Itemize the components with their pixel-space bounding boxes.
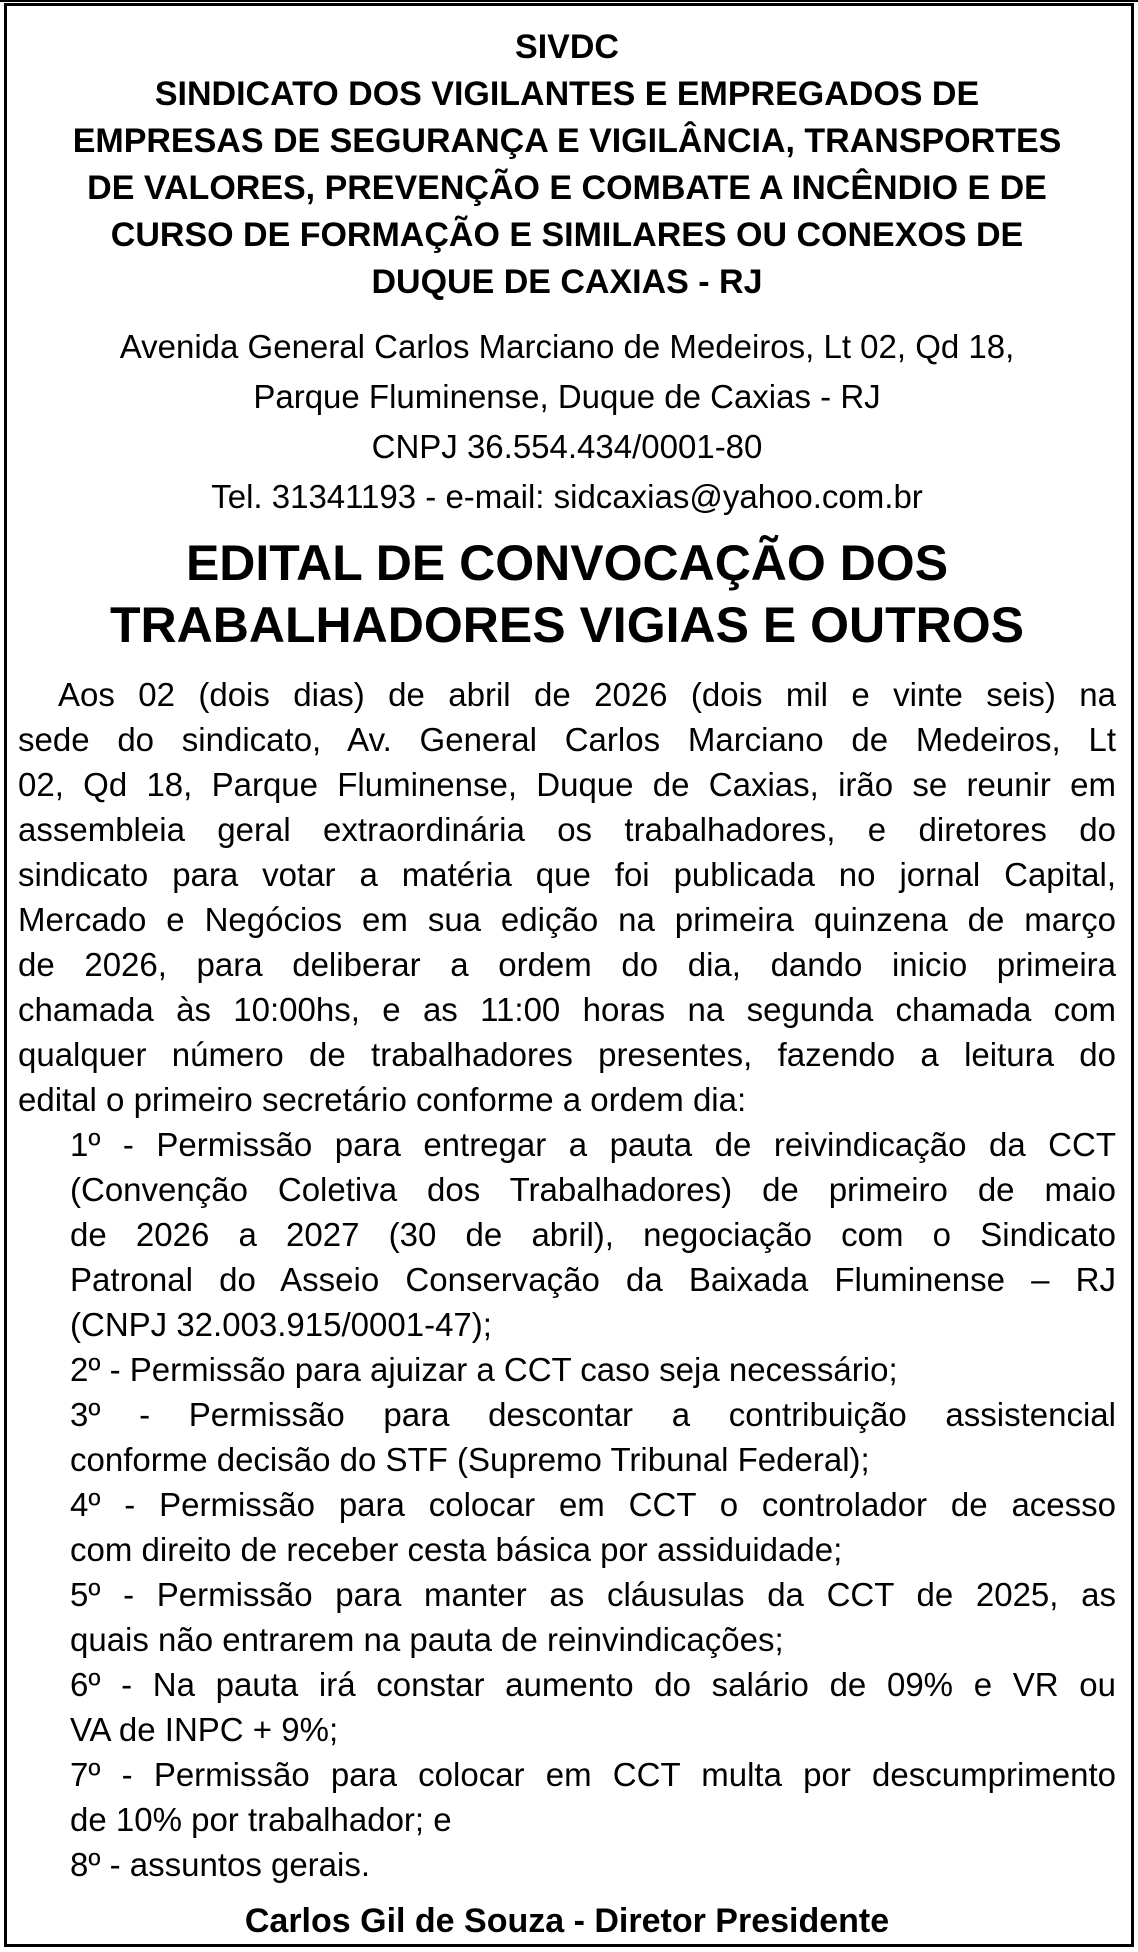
agenda-item-6 — [70, 1662, 1116, 1752]
agenda-line: 6º - Na pauta irá constar aumento do salário de 09% e VR ou — [70, 1666, 1116, 1703]
address-line: Parque Fluminense, Duque de Caxias - RJ — [253, 378, 881, 415]
agenda-line: com direito de receber cesta básica por assiduidade; — [70, 1531, 843, 1568]
agenda-item-5 — [70, 1572, 1116, 1662]
agenda-item-7 — [70, 1752, 1116, 1842]
body-line: Aos 02 (dois dias) de abril de 2026 (dois mil e vinte seis) na — [58, 676, 1116, 713]
document-content — [7, 6, 1131, 1941]
agenda-item-4 — [70, 1482, 1116, 1572]
union-header-line: CURSO DE FORMAÇÃO E SIMILARES OU CONEXOS DE — [110, 216, 1024, 254]
union-header-line: DE VALORES, PREVENÇÃO E COMBATE A INCÊNDIO E DE — [87, 169, 1047, 207]
address-line: CNPJ 36.554.434/0001-80 — [371, 428, 763, 465]
agenda-line: 5º - Permissão para manter as cláusulas da CCT de 2025, as — [70, 1576, 1116, 1613]
body-paragraph — [18, 672, 1116, 1122]
body-line: de 2026, para deliberar a ordem do dia, dando inicio primeira — [18, 946, 1116, 983]
agenda-line: (CNPJ 32.003.915/0001-47); — [70, 1306, 492, 1343]
agenda-item-8 — [70, 1842, 1116, 1887]
body-line: 02, Qd 18, Parque Fluminense, Duque de Caxias, irão se reunir em — [18, 766, 1116, 803]
body-line: sindicato para votar a matéria que foi publicada no jornal Capital, — [18, 856, 1116, 893]
union-header — [18, 24, 1116, 306]
agenda-line: quais não entrarem na pauta de reinvindicações; — [70, 1621, 784, 1658]
union-header-line: SINDICATO DOS VIGILANTES E EMPREGADOS DE — [154, 75, 980, 113]
body-line: chamada às 10:00hs, e as 11:00 horas na segunda chamada com — [18, 991, 1116, 1028]
body-line: edital o primeiro secretário conforme a ordem dia: — [18, 1081, 747, 1118]
agenda-item-2 — [70, 1347, 1116, 1392]
agenda-line: Patronal do Asseio Conservação da Baixada Fluminense – RJ — [70, 1261, 1116, 1298]
agenda-line: 4º - Permissão para colocar em CCT o controlador de acesso — [70, 1486, 1116, 1523]
union-header-line: EMPRESAS DE SEGURANÇA E VIGILÂNCIA, TRANSPORTES — [72, 122, 1062, 160]
agenda-line: 8º - assuntos gerais. — [70, 1846, 371, 1883]
agenda-line: conforme decisão do STF (Supremo Tribunal Federal); — [70, 1441, 870, 1478]
agenda-line: 7º - Permissão para colocar em CCT multa por descumprimento — [70, 1756, 1116, 1793]
address-line: Avenida General Carlos Marciano de Medeiros, Lt 02, Qd 18, — [119, 328, 1015, 365]
address-line: Tel. 31341193 - e-mail: sidcaxias@yahoo.com.br — [211, 478, 923, 515]
agenda-line: 1º - Permissão para entregar a pauta de reivindicação da CCT — [70, 1126, 1116, 1163]
edital-title-line: EDITAL DE CONVOCAÇÃO DOS — [185, 535, 949, 591]
agenda-list — [70, 1122, 1116, 1887]
body-line: Mercado e Negócios em sua edição na primeira quinzena de março — [18, 901, 1116, 938]
agenda-line: 2º - Permissão para ajuizar a CCT caso seja necessário; — [70, 1351, 898, 1388]
agenda-line: de 2026 a 2027 (30 de abril), negociação com o Sindicato — [70, 1216, 1116, 1253]
body-line: sede do sindicato, Av. General Carlos Marciano de Medeiros, Lt — [18, 721, 1116, 758]
union-header-line: DUQUE DE CAXIAS - RJ — [371, 263, 763, 301]
agenda-line: de 10% por trabalhador; e — [70, 1801, 452, 1838]
signature-line: Carlos Gil de Souza - Diretor Presidente — [244, 1902, 890, 1940]
agenda-item-3 — [70, 1392, 1116, 1482]
union-address — [18, 322, 1116, 522]
body-line: qualquer número de trabalhadores presentes, fazendo a leitura do — [18, 1036, 1116, 1073]
agenda-line: VA de INPC + 9%; — [70, 1711, 339, 1748]
body-line: assembleia geral extraordinária os trabalhadores, e diretores do — [18, 811, 1116, 848]
agenda-item-1 — [70, 1122, 1116, 1347]
edital-title-line: TRABALHADORES VIGIAS E OUTROS — [110, 597, 1024, 653]
union-header-line: SIVDC — [515, 28, 619, 66]
page-top-edge — [0, 0, 1138, 2]
agenda-line: 3º - Permissão para descontar a contribuição assistencial — [70, 1396, 1116, 1433]
agenda-line: (Convenção Coletiva dos Trabalhadores) de primeiro de maio — [70, 1171, 1116, 1208]
edital-title — [18, 532, 1116, 656]
